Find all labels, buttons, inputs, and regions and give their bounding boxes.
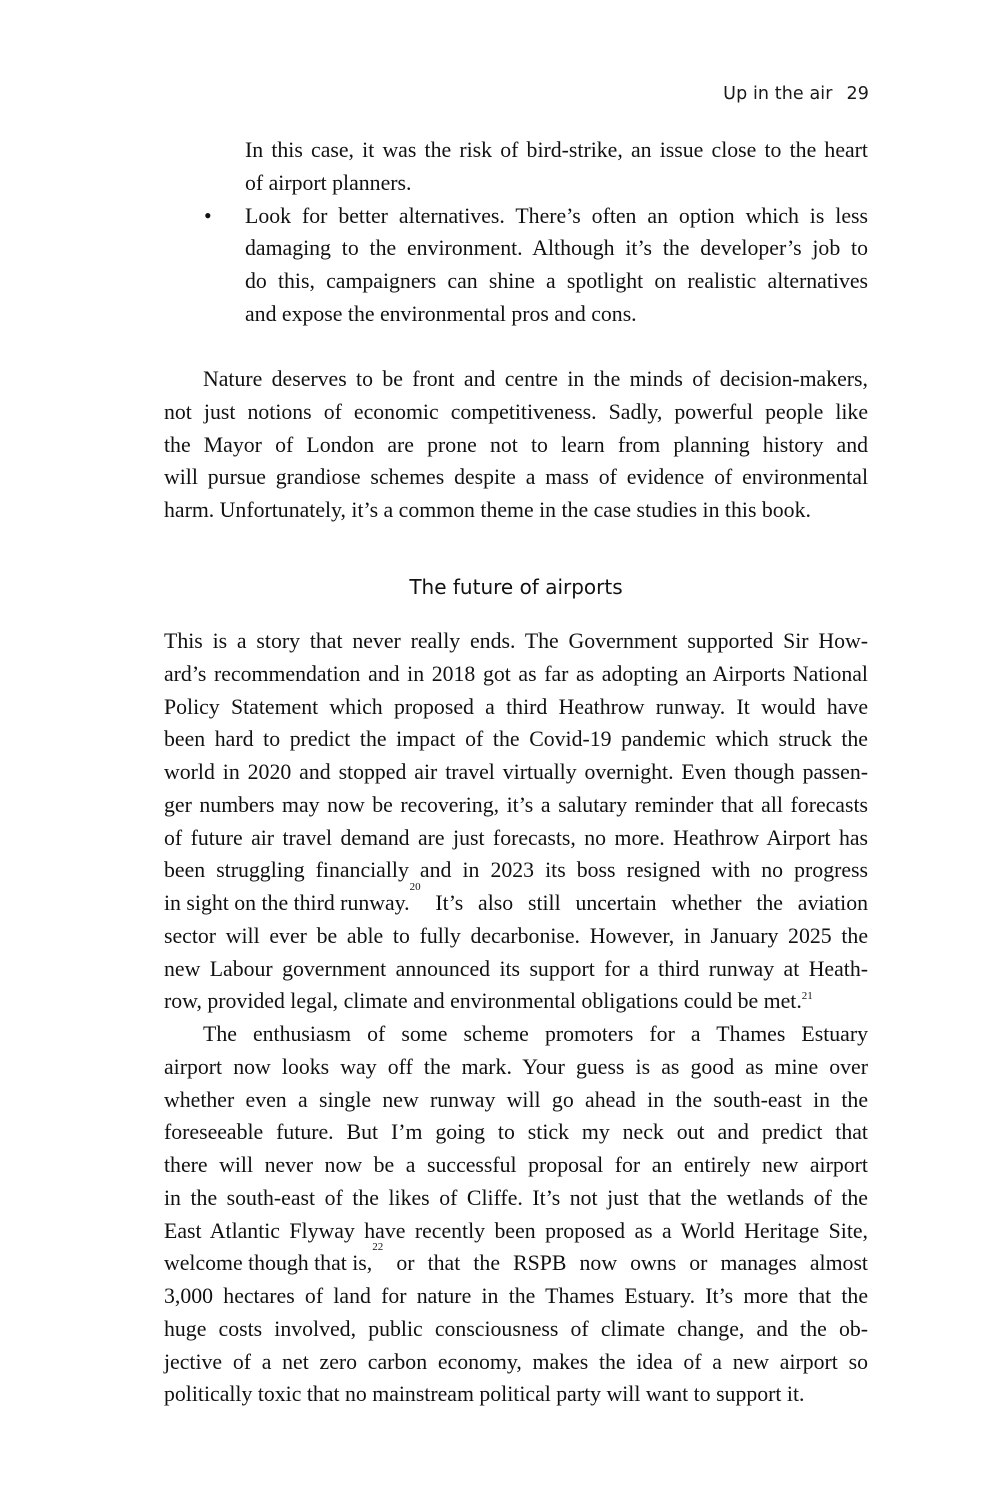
text-line: ger numbers may now be recovering, it’s a salutary reminder that all forecasts — [164, 793, 868, 817]
text-line: whether even a single new runway will go ahead in the south-east in the — [164, 1088, 868, 1112]
text-line: The enthusiasm of some scheme promoters for a Thames Estuary — [203, 1022, 868, 1046]
text-line: Look for better alternatives. There’s often an option which is less — [245, 204, 868, 228]
text-line-with-footnote — [164, 985, 813, 1018]
text-line: sector will ever be able to fully decarbonise. However, in January 2025 the — [164, 924, 868, 948]
text-line: world in 2020 and stopped air travel virtually overnight. Even though passen- — [164, 760, 868, 784]
text-line: been struggling financially and in 2023 its boss resigned with no progress — [164, 858, 868, 882]
text-segment: or that the RSPB now owns or manages almost — [383, 1251, 868, 1275]
text-line: Nature deserves to be front and centre in the minds of decision-makers, — [203, 367, 868, 391]
text-line: of future air travel demand are just forecasts, no more. Heathrow Airport has — [164, 826, 868, 850]
chapter-title: Up in the air — [723, 84, 833, 104]
text-line: there will never now be a successful proposal for an entirely new airport — [164, 1153, 868, 1177]
text-line-with-footnote — [164, 881, 868, 920]
text-line: 3,000 hectares of land for nature in the Thames Estuary. It’s more that the — [164, 1284, 868, 1308]
section-heading: The future of airports — [409, 575, 623, 599]
page-number: 29 — [846, 84, 869, 104]
text-line: In this case, it was the risk of bird-strike, an issue close to the heart — [245, 138, 868, 162]
text-line: will pursue grandiose schemes despite a mass of evidence of environmental — [164, 465, 868, 489]
text-line: the Mayor of London are prone not to learn from planning history and — [164, 433, 868, 457]
text-line: and expose the environmental pros and cons. — [245, 302, 637, 326]
text-line: huge costs involved, public consciousness of climate change, and the ob- — [164, 1317, 868, 1341]
text-line: been hard to predict the impact of the Covid-19 pandemic which struck the — [164, 727, 868, 751]
footnote-ref-21[interactable]: 21 — [801, 990, 813, 1002]
footnote-ref-20[interactable]: 20 — [409, 881, 421, 893]
bullet-marker: • — [204, 204, 212, 228]
text-line: do this, campaigners can shine a spotlight on realistic alternatives — [245, 269, 868, 293]
text-line: new Labour government announced its support for a third runway at Heath- — [164, 957, 868, 981]
running-head — [723, 84, 869, 104]
text-line: airport now looks way off the mark. Your guess is as good as mine over — [164, 1055, 868, 1079]
text-line: ard’s recommendation and in 2018 got as far as adopting an Airports National — [164, 662, 868, 686]
text-segment: It’s also still uncertain whether the aviation — [420, 891, 868, 915]
text-line: jective of a net zero carbon economy, makes the idea of a new airport so — [164, 1350, 868, 1374]
text-line-with-footnote — [164, 1241, 868, 1280]
text-line: damaging to the environment. Although it’s the developer’s job to — [245, 236, 868, 260]
text-line: of airport planners. — [245, 171, 412, 195]
text-line: not just notions of economic competitiveness. Sadly, powerful people like — [164, 400, 868, 424]
text-segment: row, provided legal, climate and environmental obligations could be met. — [164, 989, 802, 1013]
text-line: in the south-east of the likes of Cliffe. It’s not just that the wetlands of the — [164, 1186, 868, 1210]
footnote-ref-22[interactable]: 22 — [372, 1241, 384, 1253]
text-line: This is a story that never really ends. The Government supported Sir How- — [164, 629, 868, 653]
text-line: East Atlantic Flyway have recently been proposed as a World Heritage Site, — [164, 1219, 868, 1243]
text-segment: in sight on the third runway. — [164, 891, 410, 915]
text-line: harm. Unfortunately, it’s a common theme in the case studies in this book. — [164, 498, 811, 522]
text-line: foreseeable future. But I’m going to stick my neck out and predict that — [164, 1120, 868, 1144]
text-segment: welcome though that is, — [164, 1251, 373, 1275]
text-line: Policy Statement which proposed a third Heathrow runway. It would have — [164, 695, 868, 719]
text-line: politically toxic that no mainstream political party will want to support it. — [164, 1382, 805, 1406]
